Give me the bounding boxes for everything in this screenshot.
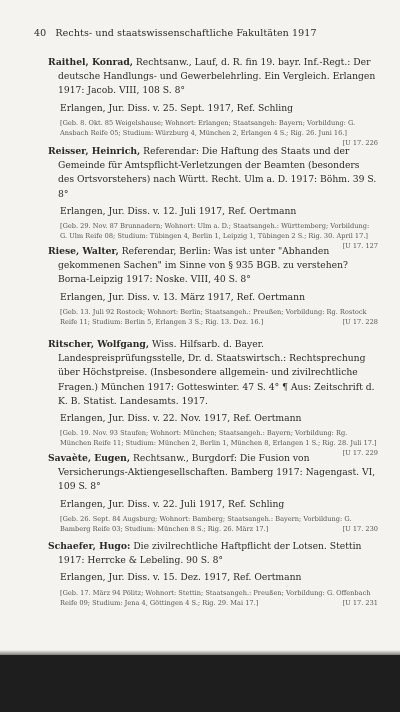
entry-title: Die zivilrechtliche Haftpflicht der Lotsen. Stettin 1917: Herrcke & Lebeling. 90 S. 8°: [58, 541, 362, 567]
dissertation-line: Erlangen, Jur. Diss. v. 13. März 1917, Ref. Oertmann: [60, 291, 305, 303]
dissertation-entry: [48, 452, 378, 534]
running-title: Rechts- und staatswissenschaftliche Fakultäten 1917: [55, 28, 317, 39]
catalog-number: [U 17. 228: [342, 317, 378, 326]
biographical-note: [Geb. 19. Nov. 93 Staufen; Wohnort: München; Staatsangeh.: Bayern; Vorbildung: Rg. München Reife 11; Studium: München 2, Berlin 1, München 8, Erlangen 1 S.; Rig. 28. Juli 17.] [U 17. 229: [60, 429, 378, 458]
biographical-note: [Geb. 13. Juli 92 Rostock; Wohnort: Berlin; Staatsangeh.: Preußen; Vorbildung: Rg. Rostock Reife 11; Studium: Berlin 5, Erlangen 3 S.; Rig. 13. Dez. 16.] [U 17. 228: [60, 307, 378, 326]
entry-title: Rechtsanw., Burgdorf: Die Fusion von Versicherungs-Aktiengesellschaften. Bamberg 1917: Nagengast. VI, 109 S. 8°: [58, 453, 376, 493]
author-name: Riese, Walter,: [48, 246, 119, 257]
biographical-note: [Geb. 8. Okt. 85 Weigelshause; Wohnort: Erlangen; Staatsangeh: Bayern; Vorbildung: G. Ansbach Reife 05; Studium: Würzburg 4, München 2, Erlangen 4 S.; Rig. 26. Juni 16.] [U 17. 226: [60, 118, 378, 147]
biographical-note: [Geb. 29. Nov. 87 Brunnadern; Wohnort: Ulm a. D.; Staatsangeh.: Württemberg; Vorbildung: G. Ulm Reife 08; Studium: Tübingen 4, Berlin 1, Leipzig 1, Tübingen 2 S.; Rig. 30. April 17.] [U 17. 127: [60, 222, 378, 251]
book-spine-edge: [0, 655, 400, 712]
author-name: Ritscher, Wolfgang,: [48, 339, 150, 350]
dissertation-entry: [48, 245, 378, 327]
catalog-number: [U 17. 230: [342, 524, 378, 533]
dissertation-entry: [48, 56, 378, 148]
dissertation-entry: [48, 540, 378, 608]
author-name: Raithel, Konrad,: [48, 57, 133, 68]
biographical-note: [Geb. 26. Sept. 84 Augsburg; Wohnort: Bamberg; Staatsangeh.: Bayern; Vorbildung: G. Bamberg Reife 03; Studium: München 8 S.; Rig. 26. März 17.] [U 17. 230: [60, 514, 378, 533]
author-name: Reisser, Heinrich,: [48, 146, 141, 157]
dissertation-line: Erlangen, Jur. Diss. v. 25. Sept. 1917, Ref. Schling: [60, 102, 294, 114]
biographical-note: [Geb. 17. März 94 Pölitz; Wohnort: Stettin; Staatsangeh.: Preußen; Vorbildung: G. Offenbach Reife 09; Studium: Jena 4, Göttingen 4 S.; Rig. 29. Mai 17.] [U 17. 231: [60, 588, 378, 607]
dissertation-entry: [48, 145, 378, 251]
author-name: Schaefer, Hugo:: [48, 541, 131, 552]
dissertation-line: Erlangen, Jur. Diss. v. 22. Nov. 1917, Ref. Oertmann: [60, 413, 302, 425]
catalog-number: [U 17. 226: [342, 138, 378, 147]
author-name: Savaète, Eugen,: [48, 453, 131, 464]
dissertation-entry: [48, 338, 378, 458]
catalog-number: [U 17. 127: [342, 242, 378, 251]
entry-title: Referendar, Berlin: Was ist unter "Abhanden gekommenen Sachen" im Sinne von § 935 BGB. zu verstehen? Borna-Leipzig 1917: Noske. VIII, 40 S. 8°: [58, 246, 348, 286]
page-number: 40: [34, 28, 47, 39]
running-header: [34, 28, 374, 39]
dissertation-line: Erlangen, Jur. Diss. v. 22. Juli 1917, Ref. Schling: [60, 498, 285, 510]
catalog-number: [U 17. 231: [342, 598, 378, 607]
entry-title: Rechtsanw., Lauf, d. R. fin 19. bayr. Inf.-Regt.: Der deutsche Handlungs- und Gewerbelehrling. Ein Vergleich. Erlangen 1917: Jacob. VIII, 108 S. 8°: [58, 57, 376, 97]
dissertation-line: Erlangen, Jur. Diss. v. 15. Dez. 1917, Ref. Oertmann: [60, 572, 302, 584]
dissertation-line: Erlangen, Jur. Diss. v. 12. Juli 1917, Ref. Oertmann: [60, 205, 297, 217]
entry-title: Wiss. Hilfsarb. d. Bayer. Landespreisprüfungsstelle, Dr. d. Staatswirtsch.: Rechtsprechung über Höchstpreise. (Insbesondere allgemein- und zivilrechtliche Fragen.) München 1917: Gotteswinter. 47 S. 4° ¶ Aus: Zeitschrift d. K. B. Statist. Landesamts. 1917.: [58, 339, 375, 407]
catalog-number: [U 17. 229: [342, 449, 378, 458]
entry-title: Referendar: Die Haftung des Staats und der Gemeinde für Amtspflicht-Verletzungen der Beamten (besonders des Ortsvorstehers) nach Württ. Recht. Ulm a. D. 1917: Böhm. 39 S. 8°: [58, 146, 377, 200]
